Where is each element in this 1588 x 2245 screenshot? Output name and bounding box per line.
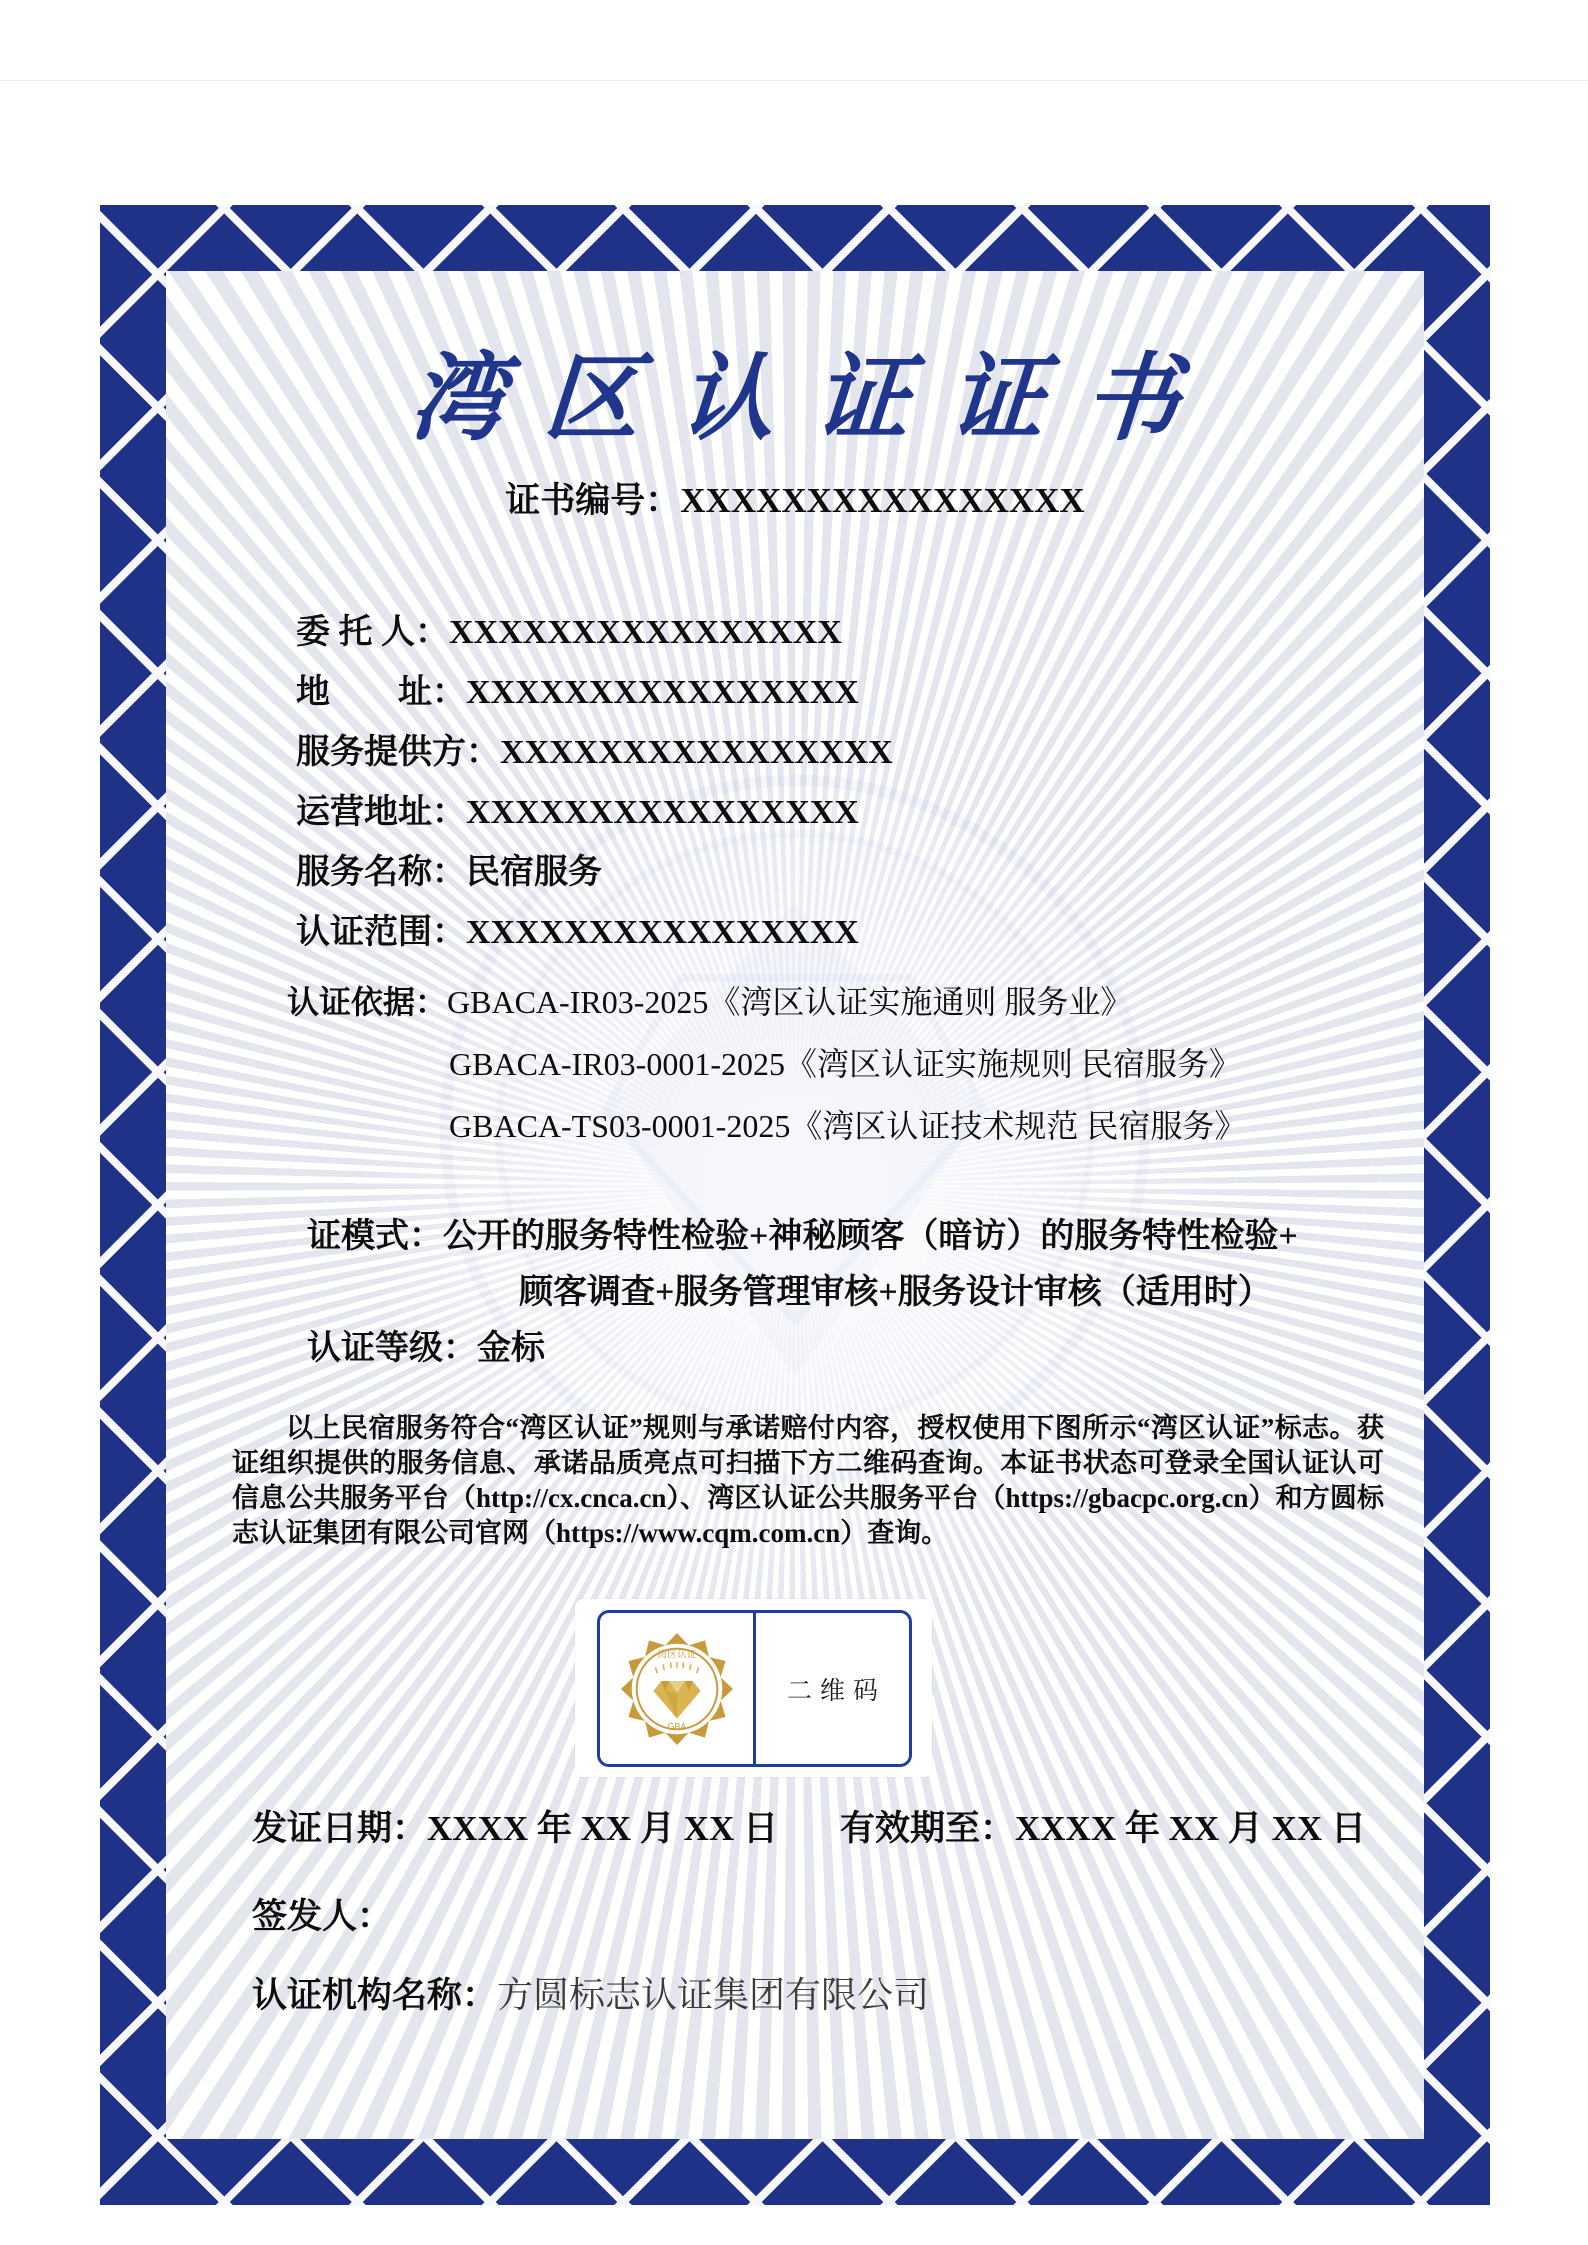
valid-until-value: XXXX 年 XX 月 XX 日 <box>1015 1809 1366 1848</box>
basis-standard-1: GBACA-IR03-2025《湾区认证实施通则 服务业》 <box>447 984 1133 1020</box>
basis-standard-2: GBACA-IR03-0001-2025《湾区认证实施规则 民宿服务》 <box>449 1046 1241 1082</box>
issue-date-value: XXXX 年 XX 月 XX 日 <box>427 1809 778 1848</box>
organization-label: 认证机构名称： <box>252 1976 498 2015</box>
mode-value-1: 公开的服务特性检验+神秘顾客（暗访）的服务特性检验+ <box>443 1218 1298 1255</box>
mode-label: 证模式： <box>307 1218 443 1255</box>
svg-text:湾区认证: 湾区认证 <box>656 1649 697 1661</box>
field-label: 运营地址： <box>296 794 466 831</box>
field-value: XXXXXXXXXXXXXXXX <box>449 614 842 651</box>
certificate-fields <box>296 603 893 963</box>
field-row-scope <box>296 903 893 963</box>
certificate-number-line <box>166 473 1424 523</box>
basis-label: 认证依据： <box>287 984 448 1020</box>
page-top-divider <box>0 80 1588 81</box>
issue-date-label: 发证日期： <box>252 1809 428 1848</box>
gold-seal-icon <box>618 1630 736 1748</box>
svg-text:GBA: GBA <box>667 1720 686 1731</box>
field-label: 服务名称： <box>296 854 466 891</box>
field-label: 认证范围： <box>296 914 466 951</box>
certification-basis <box>287 971 1246 1157</box>
basis-standard-3: GBACA-TS03-0001-2025《湾区认证技术规范 民宿服务》 <box>449 1108 1247 1144</box>
certificate-footer <box>252 1799 1366 2025</box>
certificate-body <box>166 271 1424 2139</box>
organization-line <box>252 1965 1366 2025</box>
signer-line <box>252 1887 1366 1947</box>
qr-code-label: 二维码 <box>786 1676 886 1705</box>
grade-label: 认证等级： <box>307 1330 477 1367</box>
field-row-operating-address <box>296 783 893 843</box>
field-label: 地 址： <box>296 674 466 711</box>
mode-line-1 <box>307 1209 1298 1265</box>
qr-code-cell <box>756 1613 909 1764</box>
certification-mark-cell <box>600 1613 756 1764</box>
notice-paragraph: 以上民宿服务符合“湾区认证”规则与承诺赔付内容，授权使用下图所示“湾区认证”标志。获证组织提供的服务信息、承诺品质亮点可扫描下方二维码查询。本证书状态可登录全国认证认可信息公共服务平台（http://cx.cnca.cn）、湾区认证公共服务平台（https://gbacpc.org.cn）和方圆标志认证集团有限公司官网（https://www.cqm.com.cn）查询。 <box>232 1413 1384 1548</box>
mode-value-2: 顾客调查+服务管理审核+服务设计审核（适用时） <box>519 1274 1272 1311</box>
field-row-provider <box>296 723 893 783</box>
mark-qr-border <box>597 1610 912 1767</box>
field-label: 服务提供方： <box>296 734 500 771</box>
field-row-service-name <box>296 843 893 903</box>
mark-qr-card <box>575 1599 932 1777</box>
field-value: 民宿服务 <box>466 854 602 891</box>
certificate-number-value: XXXXXXXXXXXXXXXX <box>680 481 1085 520</box>
organization-value: 方圆标志认证集团有限公司 <box>497 1975 930 2015</box>
field-value: XXXXXXXXXXXXXXXX <box>466 914 859 951</box>
certificate-border-frame <box>100 205 1490 2205</box>
certificate-title: 湾区认证证书 <box>405 346 1223 452</box>
basis-line-3 <box>287 1095 1246 1157</box>
field-value: XXXXXXXXXXXXXXXX <box>466 794 859 831</box>
field-row-client <box>296 603 893 663</box>
basis-line-1 <box>287 971 1246 1033</box>
dates-line <box>252 1799 1366 1859</box>
grade-value: 金标 <box>477 1330 545 1367</box>
field-label: 委 托 人： <box>296 614 449 651</box>
valid-until-label: 有效期至： <box>839 1809 1015 1848</box>
signer-label: 签发人： <box>252 1897 393 1936</box>
certification-mode <box>307 1209 1298 1377</box>
certificate-number-label: 证书编号： <box>505 481 681 520</box>
field-value: XXXXXXXXXXXXXXXX <box>466 674 859 711</box>
field-row-address <box>296 663 893 723</box>
grade-line <box>307 1321 1298 1377</box>
field-value: XXXXXXXXXXXXXXXX <box>500 734 893 771</box>
mode-line-2 <box>307 1265 1298 1321</box>
basis-line-2 <box>287 1033 1246 1095</box>
